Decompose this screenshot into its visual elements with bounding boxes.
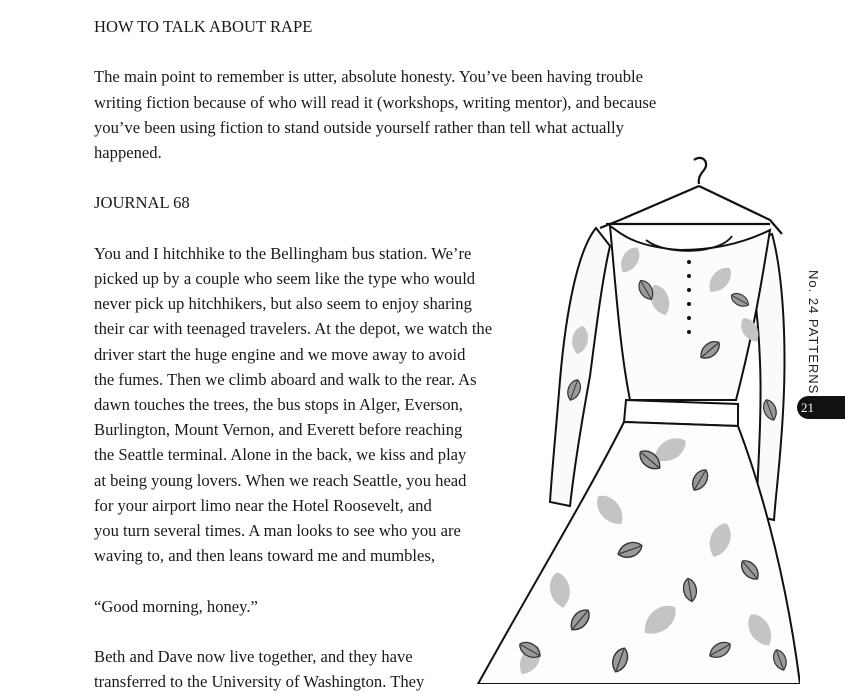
intro-line: you’ve been using fiction to stand outside yourself rather than tell what actually — [94, 117, 624, 137]
page-number: 21 — [797, 396, 845, 419]
intro-line: writing fiction because of who will read it (workshops, writing mentor), and because — [94, 92, 657, 112]
intro-line: happened. — [94, 143, 162, 162]
running-title: No. 24 PATTERNS — [806, 270, 821, 395]
journal-line: their car with teenaged travelers. At the depot, we watch the — [94, 319, 493, 339]
journal-line: the fumes. Then we climb aboard and walk to the rear. As — [94, 369, 477, 389]
journal-line: the Seattle terminal. Alone in the back, we kiss and play — [94, 445, 467, 465]
dress-illustration — [470, 150, 800, 684]
journal-heading: JOURNAL 68 — [94, 193, 190, 213]
journal-line: never pick up hitchhikers, but also seem to enjoy sharing — [94, 294, 472, 314]
closing-line: Beth and Dave now live together, and they have — [94, 647, 413, 666]
journal-line: at being young lovers. When we reach Seattle, you head — [94, 470, 467, 490]
journal-line: picked up by a couple who seem like the type who would — [94, 268, 476, 288]
journal-line: driver start the huge engine and we move away to avoid — [94, 344, 466, 364]
journal-line: waving to, and then leans toward me and mumbles, — [94, 546, 436, 566]
journal-line: dawn touches the trees, the bus stops in Alger, Everson, — [94, 395, 463, 414]
intro-line: The main point to remember is utter, absolute honesty. You’ve been having trouble — [94, 67, 643, 87]
journal-line: you turn several times. A man looks to see who you are — [94, 521, 461, 541]
section-heading: HOW TO TALK ABOUT RAPE — [94, 17, 313, 36]
hanger-icon — [600, 158, 782, 234]
journal-line: for your airport limo near the Hotel Roosevelt, and — [94, 495, 432, 515]
quote-line: “Good morning, honey.” — [94, 596, 258, 616]
closing-line: transferred to the University of Washington. They — [94, 672, 425, 692]
journal-line: You and I hitchhike to the Bellingham bus station. We’re — [94, 243, 472, 263]
journal-line: Burlington, Mount Vernon, and Everett before reaching — [94, 420, 463, 440]
